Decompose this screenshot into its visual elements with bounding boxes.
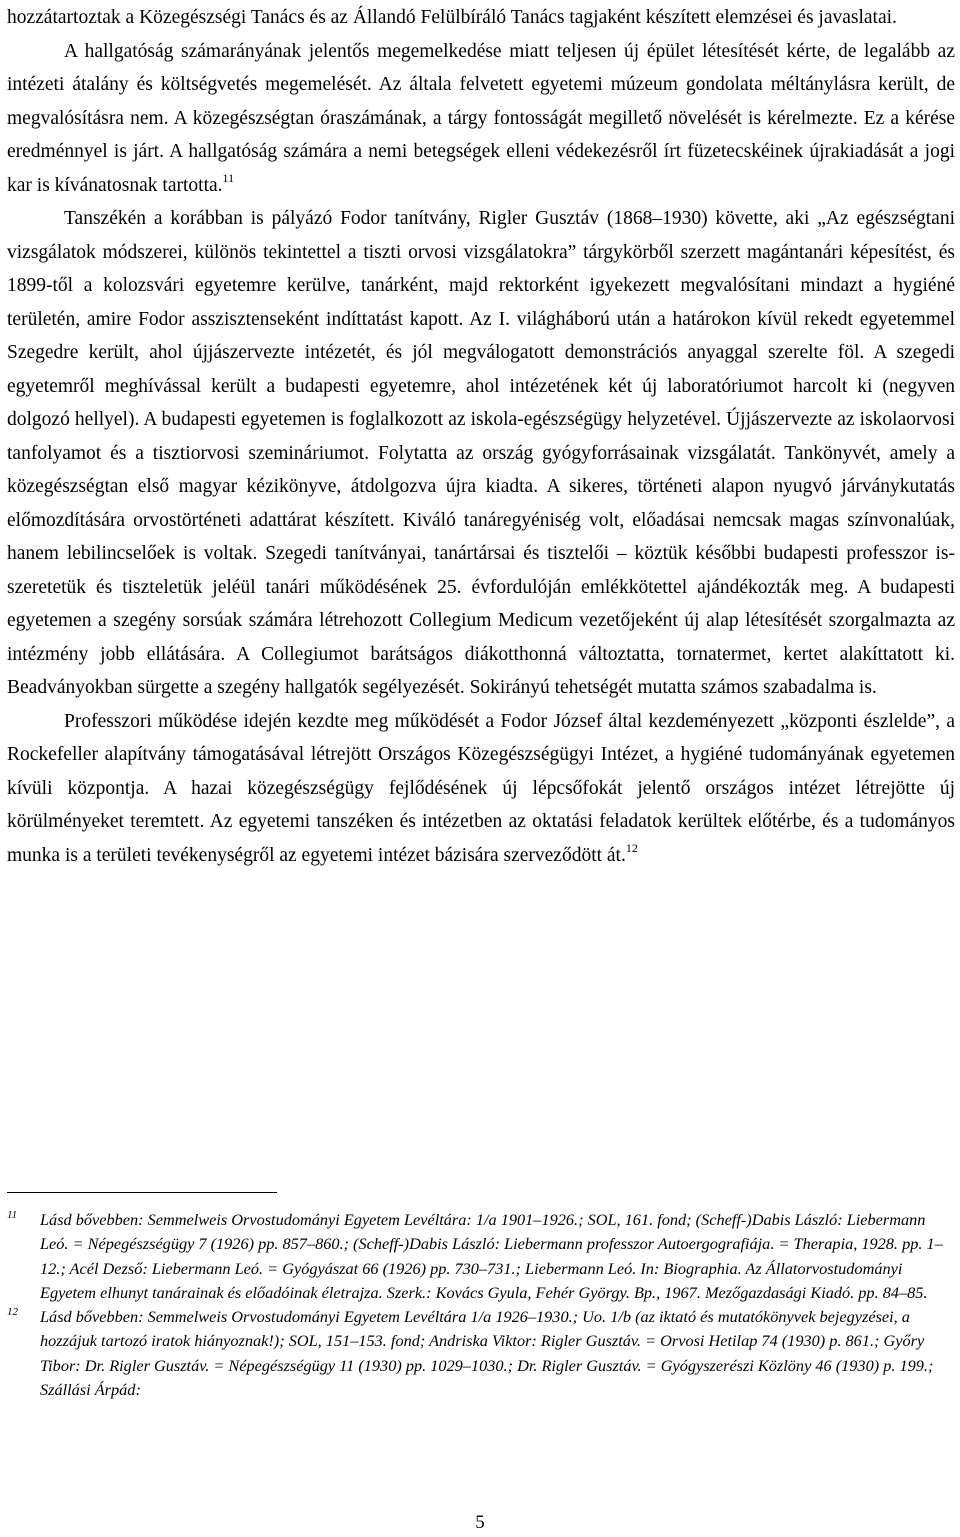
footnote [7,1305,943,1402]
footnote-mark: 12 [7,1306,18,1319]
footnote-text: Lásd bővebben: Semmelweis Orvostudományi Egyetem Levéltára: 1/a 1901–1926.; SOL, 161. fond; (Scheff-)Dabis László: Liebermann Leó. = Népegészségügy 7 (1926) pp. 857–860.; (Scheff-)Dabis László: Liebermann professzor Autoergografiája. = Therapia, 1928. pp. 1–12.; Acél Dezső: Liebermann Leó. = Gyógyászat 66 (1926) pp. 730–731.; Liebermann Leó. In: Biographia. Az Állatorvostudományi Egyetem elhunyt tanárainak és előadóinak életrajza. Szerk.: Kovács Gyula, Fehér György. Bp., 1967. Mezőgazdasági Kiadó. pp. 84–85. [40,1210,943,1302]
main-text [7,1,955,872]
footnote-mark: 11 [7,1209,18,1221]
page-number: 5 [475,1512,485,1533]
footnotes [7,1208,943,1402]
footnote-reference[interactable]: 12 [625,840,638,855]
paragraph-text: Tanszékén a korábban is pályázó Fodor tanítvány, Rigler Gusztáv (1868–1930) követte, aki „Az egészségtani vizsgálatok módszerei, különös tekintettel a tiszti orvosi vizsgálatokra” tárgykörből szerzett magántanári képesítést, és 1899-től a kolozsvári egyetemre kerülve, tanárként, majd rektorként igyekezett megvalósítani mindazt a hygiéné területén, amire Fodor asszisztenseként indíttatást kapott. Az I. világháború után a határokon kívül rekedt egyetemmel Szegedre került, ahol újjászervezte intézetét, és jól megválogatott demonstrációs anyaggal szerelte föl. A szegedi egyetemről meghívással került a budapesti egyetemre, ahol intézetének két új laboratóriumot harcolt ki (negyven dolgozó hellyel). A budapesti egyetemen is foglalkozott az iskola-egészségügy helyzetével. Újjászervezte az iskolaorvosi tanfolyamot és a tisztiorvosi szemináriumot. Folytatta az ország gyógyforrásainak vizsgálatát. Tankönyvét, amely a közegészségtan első magyar kézikönyve, átdolgozva újra kiadta. A sikeres, történeti alapon nyugvó járványkutatás előmozdítására orvostörténeti adattárat készített. Kiváló tanáregyéniség volt, előadásai nemcsak magas színvonalúak, hanem lebilincselőek is voltak. Szegedi tanítványai, tanártársai és tisztelői – köztük későbbi budapesti professzor is- szeretetük és tiszteletük jeléül tanári működésének 25. évfordulóján emlékkötettel ajándékozták meg. A budapesti egyetemen a szegény sorsúak számára létrehozott Collegium Medicum vezetőjeként új alap létesítését szorgalmazta az intézmény jobb ellátására. A Collegiumot barátságos diákotthonná változtatta, tornatermet, kertet alakíttatott ki. Beadványokban sürgette a szegény hallgatók segélyezését. Sokirányú tehetségét mutatta számos szabadalma is. [7,208,955,698]
paragraph [7,705,955,873]
paragraph [7,35,955,203]
paragraph-text: hozzátartoztak a Közegészségi Tanács és az Állandó Felülbíráló Tanács tagjaként készített elemzései és javaslatai. [7,7,897,28]
paragraph [7,1,955,35]
footnote-reference[interactable]: 11 [222,170,235,185]
footnote-divider [7,1192,277,1193]
footnote-text: Lásd bővebben: Semmelweis Orvostudományi Egyetem Levéltára 1/a 1926–1930.; Uo. 1/b (az iktató és mutatókönyvek bejegyzései, a hozzájuk tartozó iratok hiányoznak!); SOL, 151–153. fond; Andriska Viktor: Rigler Gusztáv. = Orvosi Hetilap 74 (1930) p. 861.; Győry Tibor: Dr. Rigler Gusztáv. = Népegészségügy 11 (1930) pp. 1029–1030.; Dr. Rigler Gusztáv. = Gyógyszerészi Közlöny 46 (1930) p. 199.; Szállási Árpád: [40,1307,934,1400]
footnote [7,1208,943,1305]
page-body [7,0,955,872]
paragraph [7,202,955,705]
paragraph-text: A hallgatóság számarányának jelentős megemelkedése miatt teljesen új épület létesítését kérte, de legalább az intézeti átalány és költségvetés megemelését. Az általa felvetett egyetemi múzeum gondolata méltánylásra került, de megvalósításra nem. A közegészségtan óraszámának, a tárgy fontosságát megillető növelését is kérelmezte. Ez a kérése eredménnyel is járt. A hallgatóság számára a nemi betegségek elleni védekezésről írt füzetecskéinek újrakiadását a jogi kar is kívánatosnak tartotta. [7,40,955,196]
paragraph-text: Professzori működése idején kezdte meg működését a Fodor József által kezdeményezett „központi észlelde”, a Rockefeller alapítvány támogatásával létrejött Országos Közegészségügyi Intézet, a hygiéné tudományának egyetemen kívüli központja. A hazai közegészségügy fejlődésének új lépcsőfokát jelentő országos intézet létrejötte új körülményeket teremtett. Az egyetemi tanszéken és intézetben az oktatási feladatok kerültek előtérbe, és a tudományos munka is a területi tevékenységről az egyetemi intézet bázisára szerveződött át. [7,710,955,866]
